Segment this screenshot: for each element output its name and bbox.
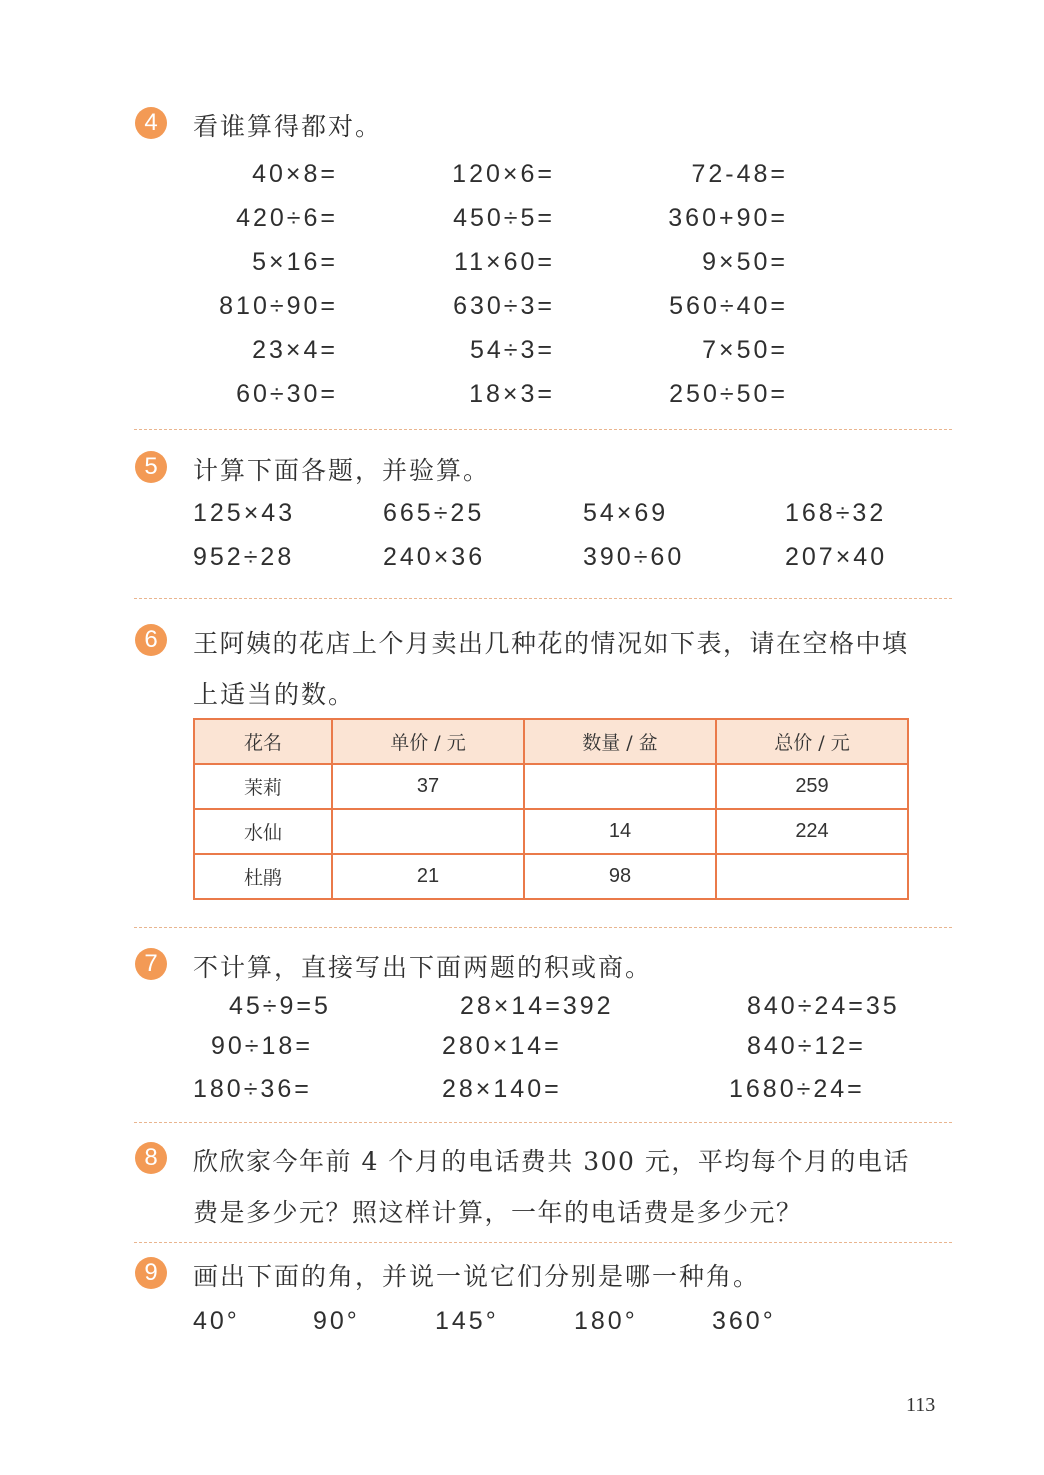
angle-value: 145°: [435, 1307, 499, 1335]
expression: 207×40: [785, 543, 888, 571]
question-text-line: 费是多少元？照这样计算，一年的电话费是多少元？: [193, 1198, 803, 1227]
table-header-cell: 花名: [194, 719, 332, 764]
question-number-badge: 8: [135, 1142, 167, 1174]
table-header-cell: 单价 / 元: [332, 719, 524, 764]
expression: 45÷9=5: [229, 992, 331, 1020]
expression: 665÷25: [383, 499, 485, 527]
question-title: 画出下面的角，并说一说它们分别是哪一种角。: [193, 1262, 761, 1291]
table-row: [194, 854, 908, 899]
question-text-line: 欣欣家今年前 4 个月的电话费共 300 元，平均每个月的电话: [193, 1147, 910, 1176]
table-cell: 37: [332, 764, 524, 809]
question-text-line: 上适当的数。: [193, 680, 356, 709]
expression: 168÷32: [785, 499, 887, 527]
question-title: 不计算，直接写出下面两题的积或商。: [193, 953, 653, 982]
table-header-cell: 总价 / 元: [716, 719, 908, 764]
table-cell-blank: [716, 854, 908, 899]
section-divider: [134, 927, 952, 928]
table-cell: 21: [332, 854, 524, 899]
expression: 630÷3=: [453, 292, 555, 320]
flower-sales-table: [193, 718, 909, 900]
angle-value: 180°: [574, 1307, 638, 1335]
table-cell-blank: [332, 809, 524, 854]
table-row: [194, 764, 908, 809]
question-number-badge: 6: [135, 624, 167, 656]
expression: 840÷12=: [747, 1032, 866, 1060]
table-row: [194, 809, 908, 854]
expression: 180÷36=: [193, 1075, 312, 1103]
expression: 120×6=: [452, 160, 555, 188]
expression: 18×3=: [469, 380, 555, 408]
angle-value: 90°: [313, 1307, 360, 1335]
question-number-badge: 4: [135, 107, 167, 139]
expression: 240×36: [383, 543, 486, 571]
table-cell-blank: [524, 764, 716, 809]
expression: 54÷3=: [469, 336, 555, 364]
expression: 840÷24=35: [747, 992, 900, 1020]
table-cell: 茉莉: [194, 764, 332, 809]
expression: 11×60=: [454, 248, 555, 276]
table-header-cell: 数量 / 盆: [524, 719, 716, 764]
section-divider: [134, 598, 952, 599]
expression: 420÷6=: [236, 204, 338, 232]
table-cell: 14: [524, 809, 716, 854]
table-cell: 224: [716, 809, 908, 854]
section-divider: [134, 1242, 952, 1243]
expression: 810÷90=: [219, 292, 338, 320]
expression: 28×14=392: [460, 992, 614, 1020]
expression: 390÷60: [583, 543, 685, 571]
expression: 9×50=: [702, 248, 788, 276]
table-cell: 杜鹃: [194, 854, 332, 899]
table-cell: 水仙: [194, 809, 332, 854]
expression: 90÷18=: [211, 1032, 313, 1060]
expression: 40×8=: [252, 160, 338, 188]
expression: 280×14=: [442, 1032, 562, 1060]
table-header-row: [194, 719, 908, 764]
table-cell: 259: [716, 764, 908, 809]
table-cell: 98: [524, 854, 716, 899]
expression: 125×43: [193, 499, 296, 527]
expression: 360+90=: [668, 204, 788, 232]
question-text-line: 王阿姨的花店上个月卖出几种花的情况如下表，请在空格中填: [193, 629, 909, 658]
expression: 450÷5=: [453, 204, 555, 232]
angle-value: 360°: [712, 1307, 776, 1335]
question-number-badge: 7: [135, 948, 167, 980]
section-divider: [134, 1122, 952, 1123]
question-title: 看谁算得都对。: [193, 112, 383, 141]
expression: 952÷28: [193, 543, 295, 571]
expression: 560÷40=: [669, 292, 788, 320]
page-number: 113: [906, 1394, 936, 1416]
question-number-badge: 9: [135, 1257, 167, 1289]
question-title: 计算下面各题，并验算。: [193, 456, 491, 485]
expression: 1680÷24=: [729, 1075, 865, 1103]
expression: 72-48=: [691, 160, 788, 188]
expression: 250÷50=: [669, 380, 788, 408]
expression: 7×50=: [702, 336, 788, 364]
angle-value: 40°: [193, 1307, 240, 1335]
expression: 5×16=: [252, 248, 338, 276]
section-divider: [134, 429, 952, 430]
expression: 60÷30=: [236, 380, 338, 408]
question-number-badge: 5: [135, 451, 167, 483]
expression: 23×4=: [252, 336, 338, 364]
expression: 28×140=: [442, 1075, 562, 1103]
expression: 54×69: [583, 499, 669, 527]
